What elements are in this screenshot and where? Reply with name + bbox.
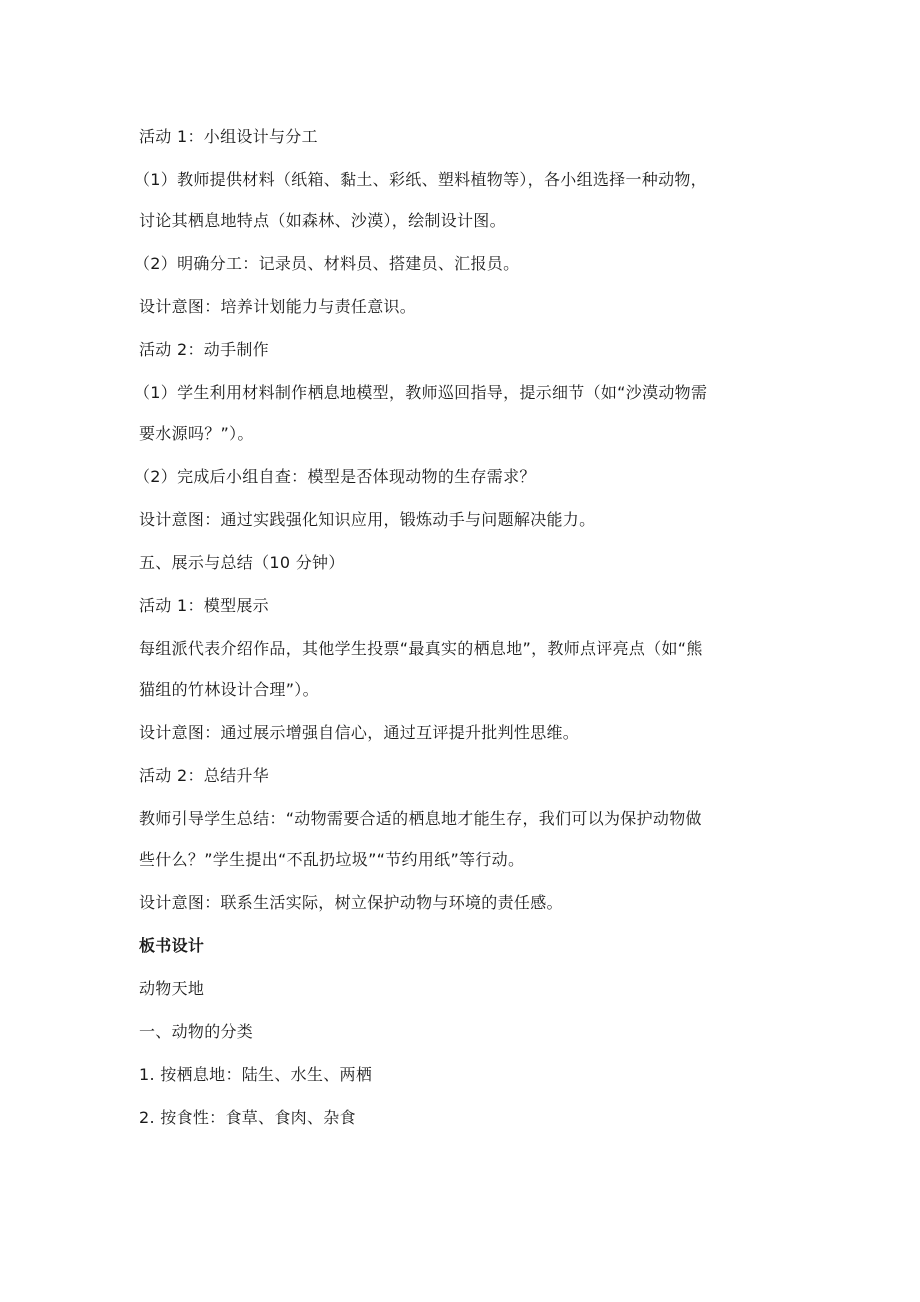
paragraph-line: 讨论其栖息地特点（如森林、沙漠），绘制设计图。 (139, 211, 506, 230)
board-list-item: 1. 按栖息地：陆生、水生、两栖 (139, 1065, 373, 1084)
board-list-item: 2. 按食性：食草、食肉、杂食 (139, 1108, 356, 1127)
board-design-heading: 板书设计 (139, 936, 205, 955)
document-body (134, 126, 799, 1129)
design-intent-line: 设计意图：培养计划能力与责任意识。 (139, 297, 417, 316)
design-intent-line: 设计意图：通过展示增强自信心，通过互评提升批判性思维。 (139, 723, 580, 742)
paragraph-line: 每组派代表介绍作品，其他学生投票“最真实的栖息地”，教师点评亮点（如“熊 (139, 639, 703, 658)
paragraph-line: 要水源吗？”）。 (139, 424, 254, 443)
paragraph-line: （2）完成后小组自查：模型是否体现动物的生存需求？ (134, 467, 536, 486)
activity-2-heading: 活动 2：总结升华 (139, 766, 269, 785)
paragraph-line: （1）学生利用材料制作栖息地模型，教师巡回指导，提示细节（如“沙漠动物需 (134, 383, 708, 402)
design-intent-line: 设计意图：联系生活实际，树立保护动物与环境的责任感。 (139, 893, 563, 912)
paragraph-line: （2）明确分工：记录员、材料员、搭建员、汇报员。 (134, 254, 520, 273)
activity-2-heading: 活动 2：动手制作 (139, 340, 269, 359)
board-section-heading: 一、动物的分类 (139, 1022, 254, 1041)
board-title: 动物天地 (139, 979, 205, 998)
activity-1-heading: 活动 1：小组设计与分工 (139, 127, 318, 146)
paragraph-line: （1）教师提供材料（纸箱、黏土、彩纸、塑料植物等），各小组选择一种动物， (134, 170, 707, 189)
activity-1-heading: 活动 1：模型展示 (139, 596, 269, 615)
paragraph-line: 教师引导学生总结：“动物需要合适的栖息地才能生存，我们可以为保护动物做 (139, 809, 702, 828)
section-heading: 五、展示与总结（10 分钟） (139, 553, 345, 572)
design-intent-line: 设计意图：通过实践强化知识应用，锻炼动手与问题解决能力。 (139, 510, 596, 529)
paragraph-line: 些什么？”学生提出“不乱扔垃圾”“节约用纸”等行动。 (139, 850, 525, 869)
paragraph-line: 猫组的竹林设计合理”）。 (139, 680, 319, 699)
